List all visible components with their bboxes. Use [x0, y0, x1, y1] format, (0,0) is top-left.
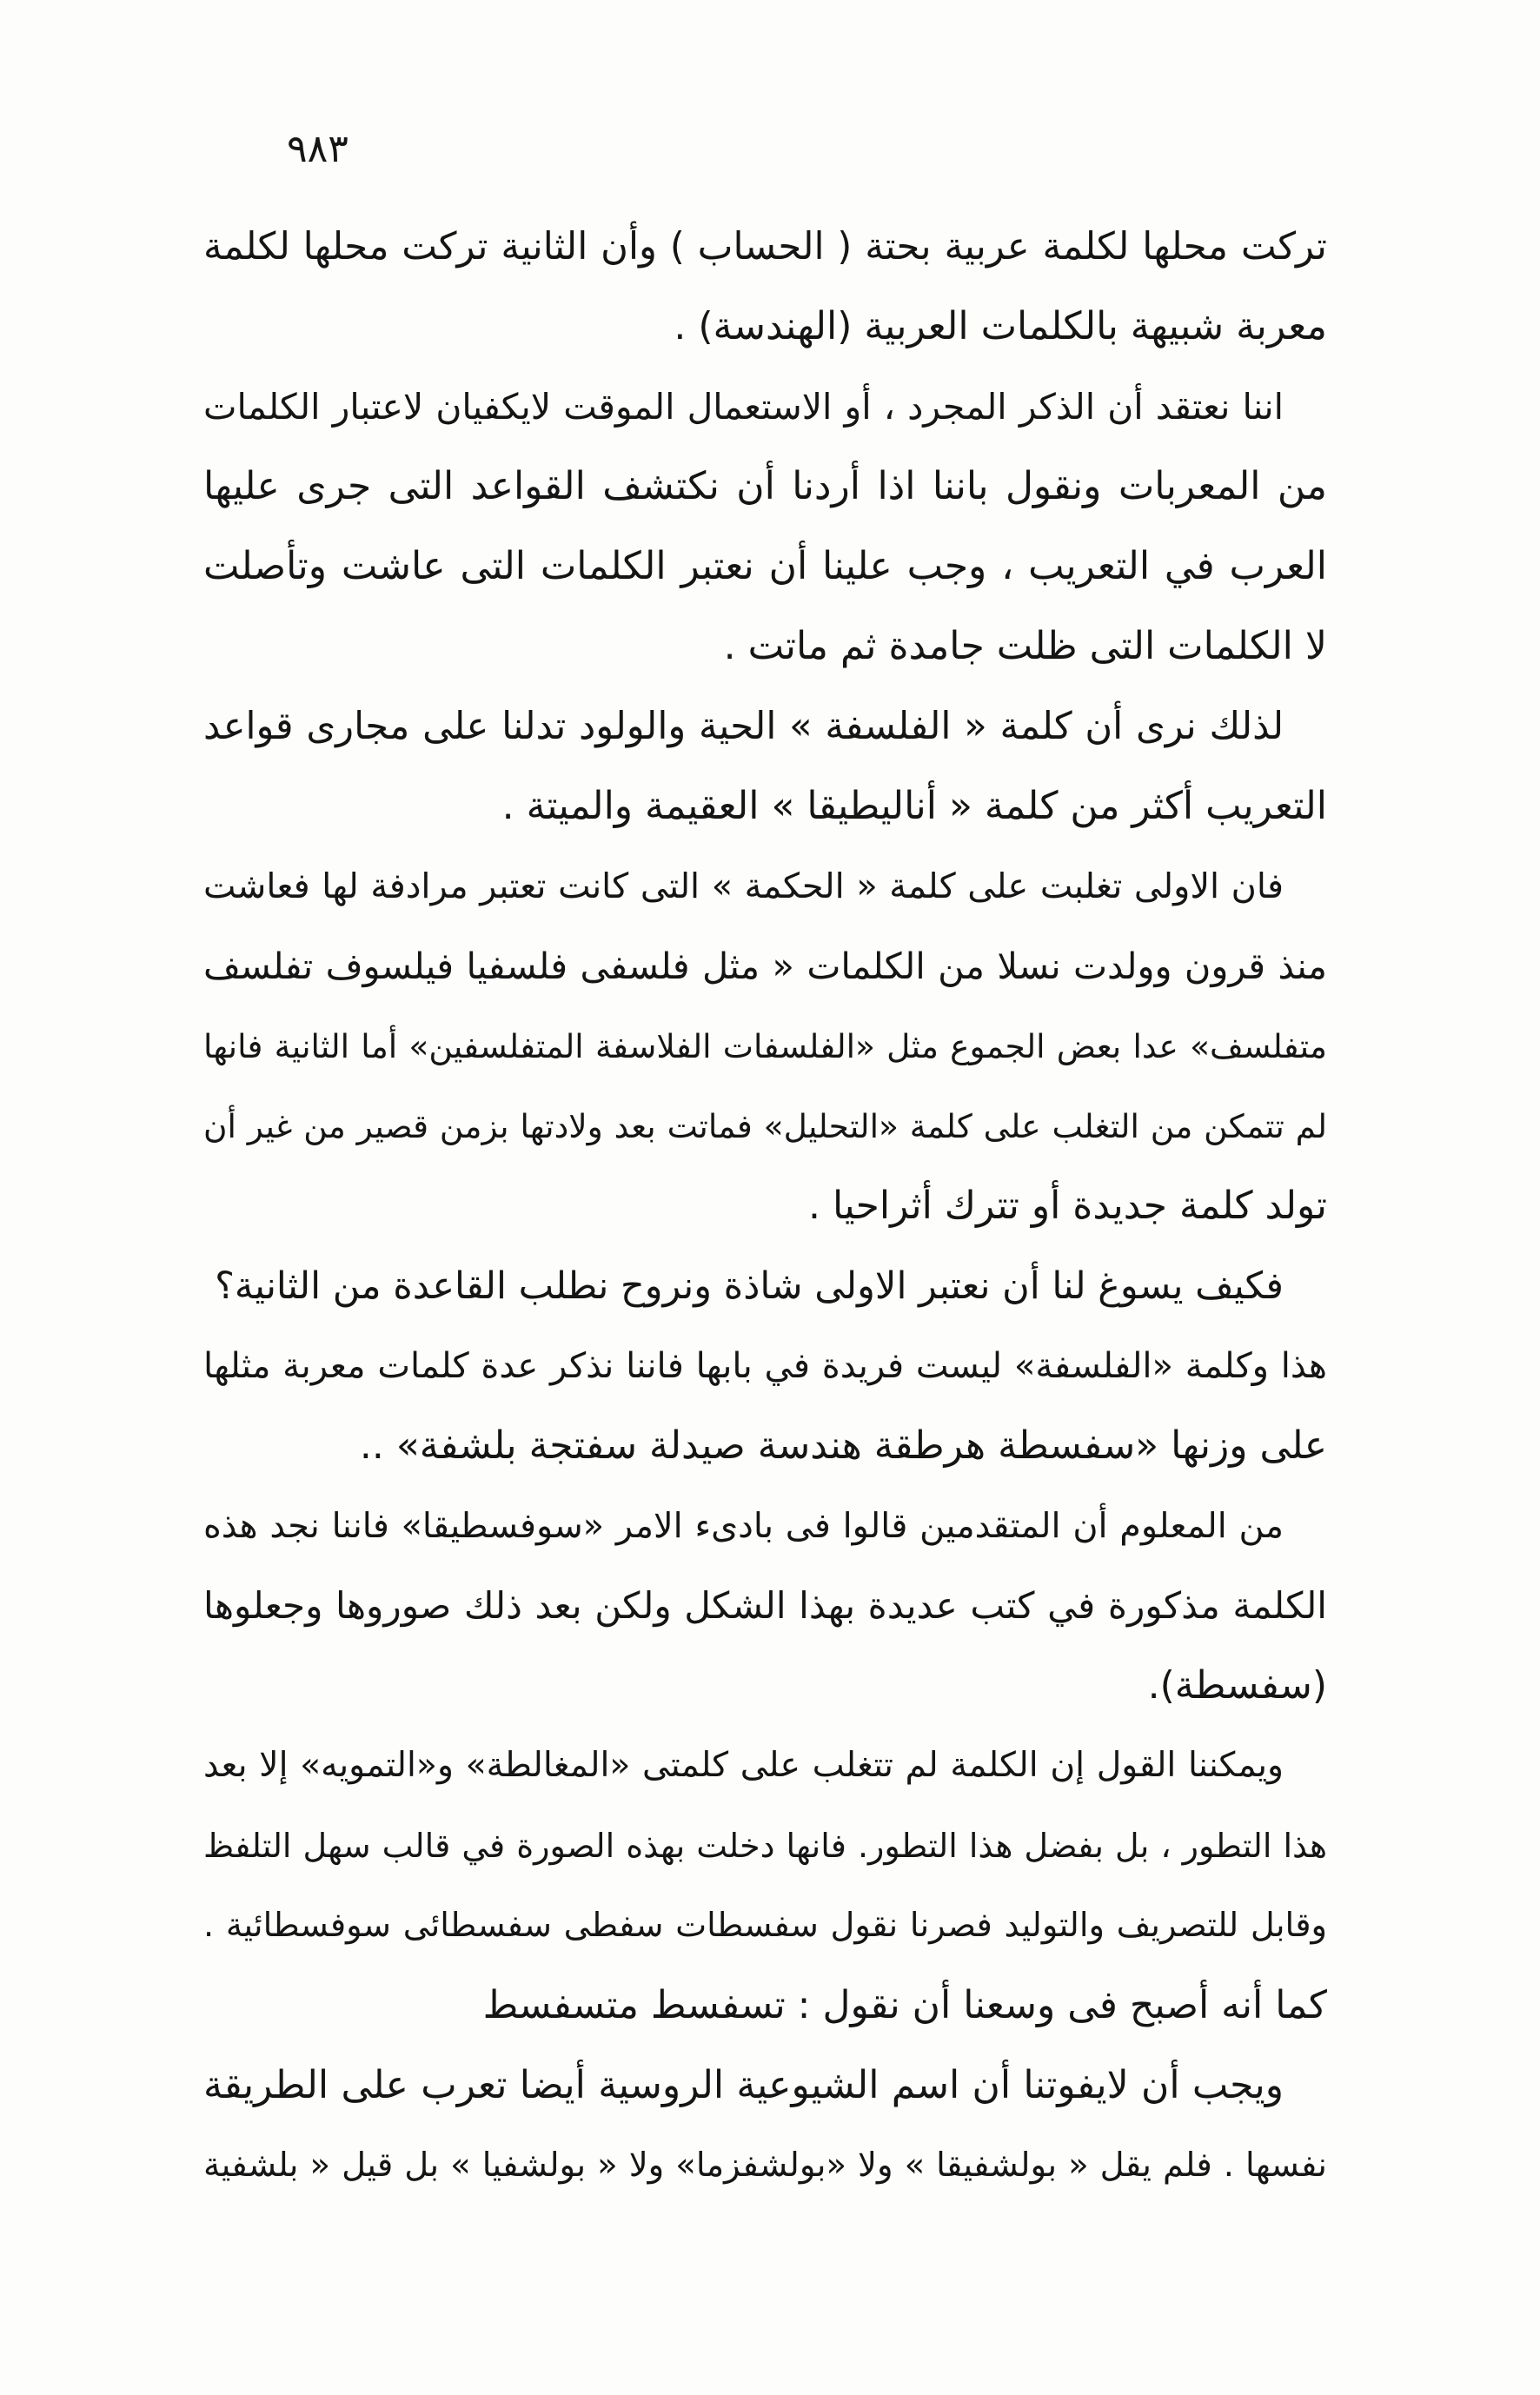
line-text: وقابل للتصريف والتوليد فصرنا نقول سفسطات سفطى سفسطائى سوفسطائية .	[203, 1906, 1327, 1945]
text-line	[202, 367, 1327, 447]
line-text: تركت محلها لكلمة عربية بحتة ( الحساب ) وأن الثانية تركت محلها لكلمة	[203, 225, 1327, 269]
text-line	[202, 1006, 1327, 1086]
line-text: ويمكننا القول إن الكلمة لم تتغلب على كلمتى «المغالطة» و«التمويه» إلا بعد	[203, 1746, 1284, 1785]
line-text: فكيف يسوغ لنا أن نعتبر الاولى شاذة ونروح نطلب القاعدة من الثانية؟	[215, 1264, 1284, 1308]
line-text: منذ قرون وولدت نسلا من الكلمات « مثل فلسفى فلسفيا فيلسوف تفلسف	[203, 945, 1327, 987]
text-line	[202, 1966, 1327, 2046]
paragraph	[202, 1326, 1327, 1486]
text-line	[202, 1166, 1327, 1246]
line-text: هذا وكلمة «الفلسفة» ليست فريدة في بابها فاننا نذكر عدة كلمات معربة مثلها	[203, 1346, 1327, 1386]
text-line	[202, 1086, 1327, 1166]
paragraph	[202, 367, 1327, 687]
text-line	[202, 1806, 1327, 1886]
text-line	[202, 1726, 1327, 1806]
line-text: كما أنه أصبح فى وسعنا أن نقول : تسفسط متسفسط	[482, 1983, 1327, 2027]
text-line	[202, 1566, 1327, 1646]
line-text: لذلك نرى أن كلمة « الفلسفة » الحية والولود تدلنا على مجارى قواعد	[203, 705, 1284, 748]
line-text: (سفسطة).	[1147, 1663, 1327, 1708]
paragraph	[202, 207, 1327, 367]
text-line	[202, 2126, 1327, 2206]
text-line	[202, 607, 1327, 687]
paragraph	[202, 1486, 1327, 1726]
text-line	[202, 1246, 1327, 1326]
line-text: لم تتمكن من التغلب على كلمة «التحليل» فماتت بعد ولادتها بزمن قصير من غير أن	[203, 1107, 1327, 1145]
line-text: فان الاولى تغلبت على كلمة « الحكمة » التى كانت تعتبر مرادفة لها فعاشت	[203, 866, 1284, 906]
line-text: الكلمة مذكورة في كتب عديدة بهذا الشكل ولكن بعد ذلك صوروها وجعلوها	[203, 1584, 1327, 1627]
line-text: ويجب أن لايفوتنا أن اسم الشيوعية الروسية أيضا تعرب على الطريقة	[203, 2063, 1284, 2107]
text-line	[202, 2046, 1327, 2126]
text-line	[202, 447, 1327, 527]
paragraph	[202, 687, 1327, 846]
text-line	[202, 1406, 1327, 1486]
text-line	[202, 1326, 1327, 1406]
text-line	[202, 207, 1327, 287]
line-text: التعريب أكثر من كلمة « أناليطيقا » العقيمة والميتة .	[501, 784, 1327, 828]
paragraph	[202, 846, 1327, 1246]
paragraph	[202, 1726, 1327, 2046]
line-text: هذا التطور ، بل بفضل هذا التطور. فانها دخلت بهذه الصورة في قالب سهل التلفظ	[203, 1827, 1327, 1865]
line-text: نفسها . فلم يقل « بولشفيقا » ولا «بولشفزما» ولا « بولشفيا » بل قيل « بلشفية	[203, 2146, 1327, 2185]
line-text: اننا نعتقد أن الذكر المجرد ، أو الاستعمال الموقت لايكفيان لاعتبار الكلمات	[203, 386, 1284, 428]
line-text: تولد كلمة جديدة أو تترك أثراحيا .	[807, 1184, 1327, 1228]
paragraph	[202, 1246, 1327, 1326]
text-line	[202, 687, 1327, 766]
text-line	[202, 1886, 1327, 1966]
text-line	[202, 766, 1327, 846]
paragraph	[202, 2046, 1327, 2206]
text-line	[202, 527, 1327, 607]
line-text: متفلسف» عدا بعض الجموع مثل «الفلسفات الفلاسفة المتفلسفين» أما الثانية فانها	[203, 1027, 1327, 1065]
text-line	[202, 1646, 1327, 1726]
line-text: لا الكلمات التى ظلت جامدة ثم ماتت .	[723, 624, 1327, 668]
line-text: من المعلوم أن المتقدمين قالوا فى بادىء الامر «سوفسطيقا» فاننا نجد هذه	[203, 1506, 1284, 1546]
line-text: العرب في التعريب ، وجب علينا أن نعتبر الكلمات التى عاشت وتأصلت	[203, 544, 1327, 588]
text-line	[202, 287, 1327, 367]
text-line	[202, 926, 1327, 1006]
text-line	[202, 846, 1327, 926]
line-text: من المعربات ونقول باننا اذا أردنا أن نكتشف القواعد التى جرى عليها	[203, 464, 1327, 508]
text-line	[202, 1486, 1327, 1566]
line-text: معربة شبيهة بالكلمات العربية (الهندسة) .	[674, 304, 1327, 348]
line-text: على وزنها «سفسطة هرطقة هندسة صيدلة سفتجة بلشفة» ..	[359, 1423, 1327, 1468]
page-body	[202, 207, 1327, 2206]
page-number: ٩٨٣	[287, 127, 348, 171]
